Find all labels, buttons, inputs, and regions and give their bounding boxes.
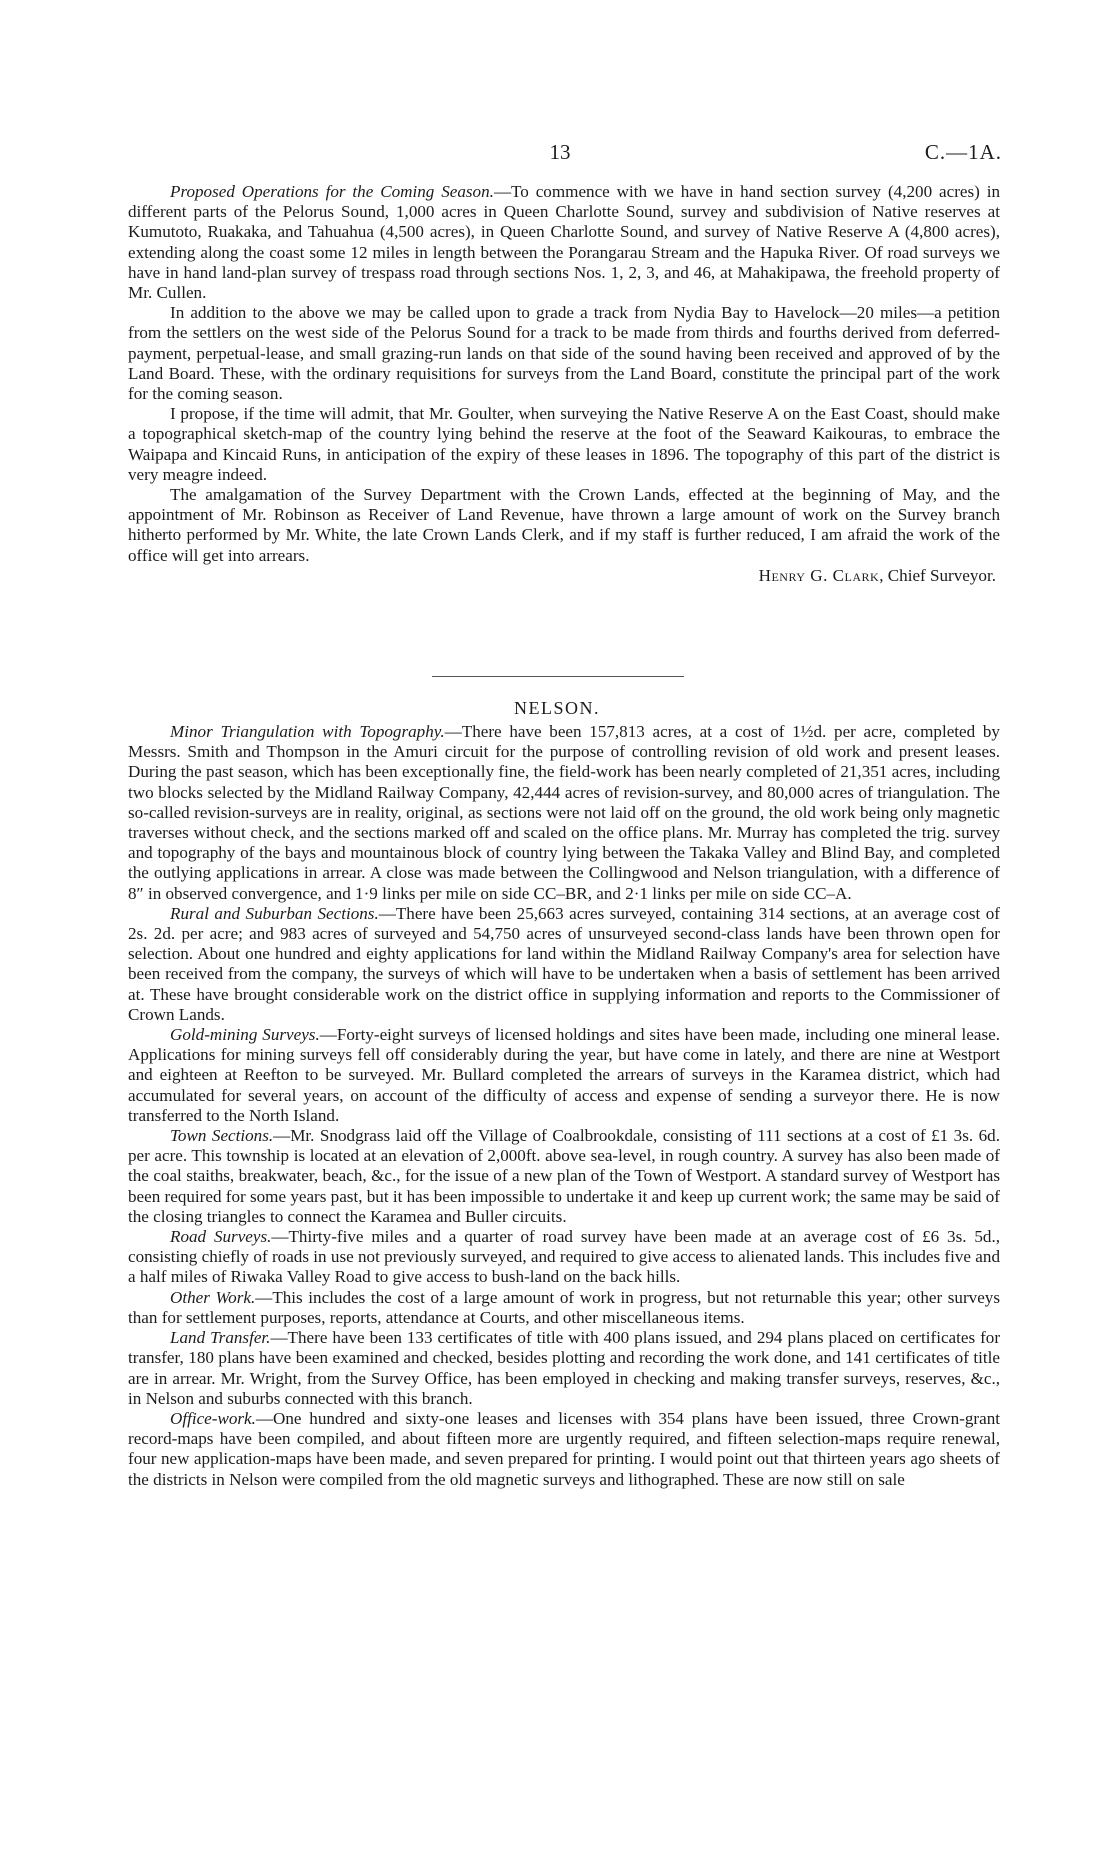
paragraph-heading: Gold-mining Surveys. [170, 1025, 320, 1045]
paragraph-text: —Mr. Snodgrass laid off the Village of Coalbrookdale, consisting of 111 sections at a cost of £1 3s. 6d. per acre. This township is located at an elevation of 2,000ft. above sea-level, in rough country. A survey has also been made of the coal staiths, breakwater, beach, &c., for the issue of a new plan of the Town of Westport. A standard survey of Westport has been required for some years past, but it has been impossible to undertake it and keep up current work; the same may be said of the closing triangles to connect the Karamea and Buller circuits. [128, 1126, 1000, 1226]
paragraph-text: —Forty-eight surveys of licensed holdings and sites have been made, including one mineral lease. Applications for mining surveys fell off considerably during the year, but have come in lately, and there are nine at Westport and eighteen at Reefton to be surveyed. Mr. Bullard completed the arrears of surveys in the Karamea district, which had accumulated for several years, on account of the difficulty of access and expense of sending a surveyor there. He is now transferred to the North Island. [128, 1025, 1000, 1125]
paragraph-text: I propose, if the time will admit, that Mr. Goulter, when surveying the Native Reserve A on the East Coast, should make a topographical sketch-map of the country lying behind the reserve at the foot of the Seaward Kaikouras, to embrace the Waipapa and Kincaid Runs, in anticipation of the expiry of these leases in 1896. The topography of this part of the district is very meagre indeed. [128, 404, 1000, 484]
section-divider [432, 676, 684, 677]
paragraph-heading: Minor Triangulation with Topography. [170, 722, 445, 741]
paragraph-text: In addition to the above we may be called upon to grade a track from Nydia Bay to Havelock—20 miles—a petition from the settlers on the west side of the Pelorus Sound for a track to be made from thirds and fourths derived from deferred-payment, perpetual-lease, and small grazing-run lands on that side of the sound having been received and approved of by the Land Board. These, with the ordinary requisitions for surveys from the Land Board, constitute the principal part of the work for the coming season. [128, 303, 1000, 404]
paragraph-text: —Thirty-five miles and a quarter of road survey have been made at an average cost of £6 3s. 5d., consisting chiefly of roads in use not previously surveyed, and required to give access to alienated lands. This includes five and a half miles of Riwaka Valley Road to give access to bush-land on the back hills. [128, 1227, 1000, 1287]
paragraph-heading: Other Work. [170, 1287, 256, 1307]
paragraph [128, 722, 1000, 904]
paragraph [128, 1288, 1000, 1328]
section-title: NELSON. [514, 698, 600, 718]
paragraph [128, 1409, 1000, 1490]
paragraph-text: The amalgamation of the Survey Department with the Crown Lands, effected at the beginning of May, and the appointment of Mr. Robinson as Receiver of Land Revenue, have thrown a large amount of work on the Survey branch hitherto performed by Mr. White, the late Crown Lands Clerk, and if my staff is further reduced, I am afraid the work of the office will get into arrears. [128, 485, 1000, 565]
nelson-section-body [128, 722, 1000, 1490]
paragraph [128, 904, 1000, 1025]
signature-name: Henry G. Clark [758, 565, 880, 585]
paragraph [128, 1328, 1000, 1409]
paragraph [128, 182, 1000, 303]
paragraph [128, 485, 1000, 566]
paragraph [128, 303, 1000, 404]
marlborough-section-body [128, 182, 1000, 586]
paragraph-text: —To commence with we have in hand section survey (4,200 acres) in different parts of the Pelorus Sound, 1,000 acres in Queen Charlotte Sound, survey and subdivision of Native reserves at Kumutoto, Ruakaka, and Tahuahua (4,500 acres), in Queen Charlotte Sound, and survey of Native Reserve A (4,800 acres), extending along the coast some 12 miles in length between the Porangarau Stream and the Hapuka River. Of road surveys we have in hand land-plan survey of trespass road through sections Nos. 1, 2, 3, and 46, at Mahakipawa, the freehold property of Mr. Cullen. [128, 182, 1001, 303]
paragraph-heading: Office-work. [170, 1408, 256, 1428]
signature-title: , Chief Surveyor. [879, 565, 996, 585]
paragraph [128, 404, 1000, 485]
paragraph-heading: Road Surveys. [170, 1227, 272, 1247]
paragraph-heading: Rural and Suburban Sections. [170, 903, 379, 923]
signature-line [128, 566, 1000, 586]
paragraph-text: —There have been 25,663 acres surveyed, containing 314 sections, at an average cost of 2s. 2d. per acre; and 983 acres of surveyed and 54,750 acres of unsurveyed second-class lands have been thrown open for selection. About one hundred and eighty applications for land within the Midland Railway Company's area for selection have been received from the company, the surveys of which will have to be undertaken when a basis of settlement has been arrived at. These have brought considerable work on the district office in supplying information and reports to the Commissioner of Crown Lands. [128, 903, 1001, 1024]
paragraph [128, 1025, 1000, 1126]
paragraph-heading: Town Sections. [170, 1126, 274, 1146]
paragraph [128, 1126, 1000, 1227]
paragraph [128, 1227, 1000, 1288]
paragraph-heading: Proposed Operations for the Coming Season. [170, 182, 494, 201]
paragraph-text: —There have been 133 certificates of title with 400 plans issued, and 294 plans placed on certificates for transfer, 180 plans have been examined and checked, besides plotting and recording the work done, and 141 certificates of title are in arrear. Mr. Wright, from the Survey Office, has been employed in checking and making transfer surveys, reserves, &c., in Nelson and suburbs connected with this branch. [128, 1328, 1001, 1408]
document-reference: C.—1A. [924, 140, 1002, 164]
paragraph-heading: Land Transfer. [170, 1328, 271, 1348]
paragraph-text: —There have been 157,813 acres, at a cost of 1½d. per acre, completed by Messrs. Smith and Thompson in the Amuri circuit for the purpose of controlling revision of old work and present leases. During the past season, which has been exceptionally fine, the field-work has been nearly completed of 21,351 acres, including two blocks selected by the Midland Railway Company, 42,444 acres of revision-survey, and 80,000 acres of triangulation. The so-called revision-surveys are in reality, original, as sections were not laid off on the ground, the old work being only magnetic traverses without check, and the sections marked off and scaled on the office plans. Mr. Murray has completed the trig. survey and topography of the bays and mountainous block of country lying between the Takaka Valley and Blind Bay, and completed the outlying applications in arrear. A close was made between the Collingwood and Nelson triangulation, with a difference of 8″ in observed convergence, and 1·9 links per mile on side CC–BR, and 2·1 links per mile on side CC–A. [128, 722, 1000, 903]
paragraph-text: —One hundred and sixty-one leases and licenses with 354 plans have been issued, three Crown-grant record-maps have been compiled, and about fifteen more are urgently required, and fifteen selection-maps require renewal, four new application-maps have been made, and seven prepared for printing. I would point out that thirteen years ago sheets of the districts in Nelson were compiled from the old magnetic surveys and lithographed. These are now still on sale [128, 1408, 1000, 1489]
page-number: 13 [549, 140, 571, 164]
paragraph-text: —This includes the cost of a large amount of work in progress, but not returnable this year; other surveys than for settlement purposes, reports, attendance at Courts, and other miscellaneous items. [128, 1287, 1000, 1327]
